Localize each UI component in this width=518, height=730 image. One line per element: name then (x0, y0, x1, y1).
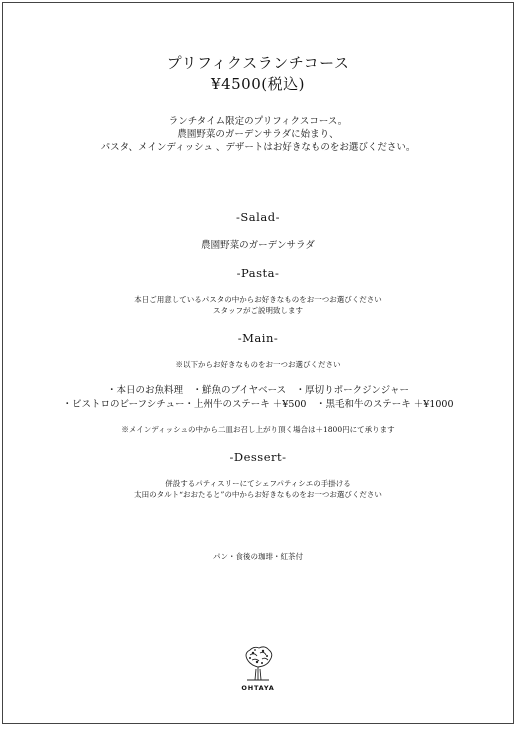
intro-line: 農園野菜のガーデンサラダに始まり、 (177, 129, 339, 140)
course-price: ¥4500(税込) (211, 75, 305, 93)
dessert-line: 太田のタルト“おおたると”の中からお好きなものをお一つお選びください (134, 490, 382, 499)
main-footnote: ※メインディッシュの中から二皿お召し上がり頂く場合は＋1800円にて承ります (121, 425, 395, 434)
page-title: プリフィクスランチコース (166, 54, 350, 72)
main-items (3, 384, 513, 412)
salad-item: 農園野菜のガーデンサラダ (201, 240, 315, 251)
pasta-line: スタッフがご説明致します (213, 306, 303, 315)
main-item-line: ・本日のお魚料理 ・鮮魚のブイヤベース ・厚切りポークジンジャー (106, 385, 409, 396)
intro-line: パスタ、メインディッシュ 、デザートはお好きなものをお選びください。 (100, 142, 416, 153)
includes-text: パン・食後の珈琲・紅茶付 (213, 552, 303, 561)
dessert-line: 併設するパティスリーにてシェフパティシエの手掛ける (165, 479, 351, 488)
intro-line: ランチタイム限定のプリフィクスコース。 (168, 116, 348, 127)
brand-name: OHTAYA (241, 684, 275, 692)
intro-text (3, 115, 513, 154)
salad-heading: -Salad- (236, 210, 280, 224)
tree-logo-icon (238, 643, 278, 683)
pasta-heading: -Pasta- (236, 266, 280, 280)
dessert-description (3, 478, 513, 500)
main-item-line: ・ビストロのビーフシチュー・上州牛のステーキ ＋¥500 ・黒毛和牛のステーキ ＋¥1000 (62, 399, 454, 410)
brand-logo (3, 643, 513, 692)
pasta-line: 本日ご用意しているパスタの中からお好きなものをお一つお選びください (134, 295, 382, 304)
main-heading: -Main- (237, 331, 279, 345)
menu-page (2, 2, 514, 724)
dessert-heading: -Dessert- (229, 450, 287, 464)
pasta-description (3, 294, 513, 316)
main-note: ※以下からお好きなものをお一つお選びください (175, 360, 341, 369)
